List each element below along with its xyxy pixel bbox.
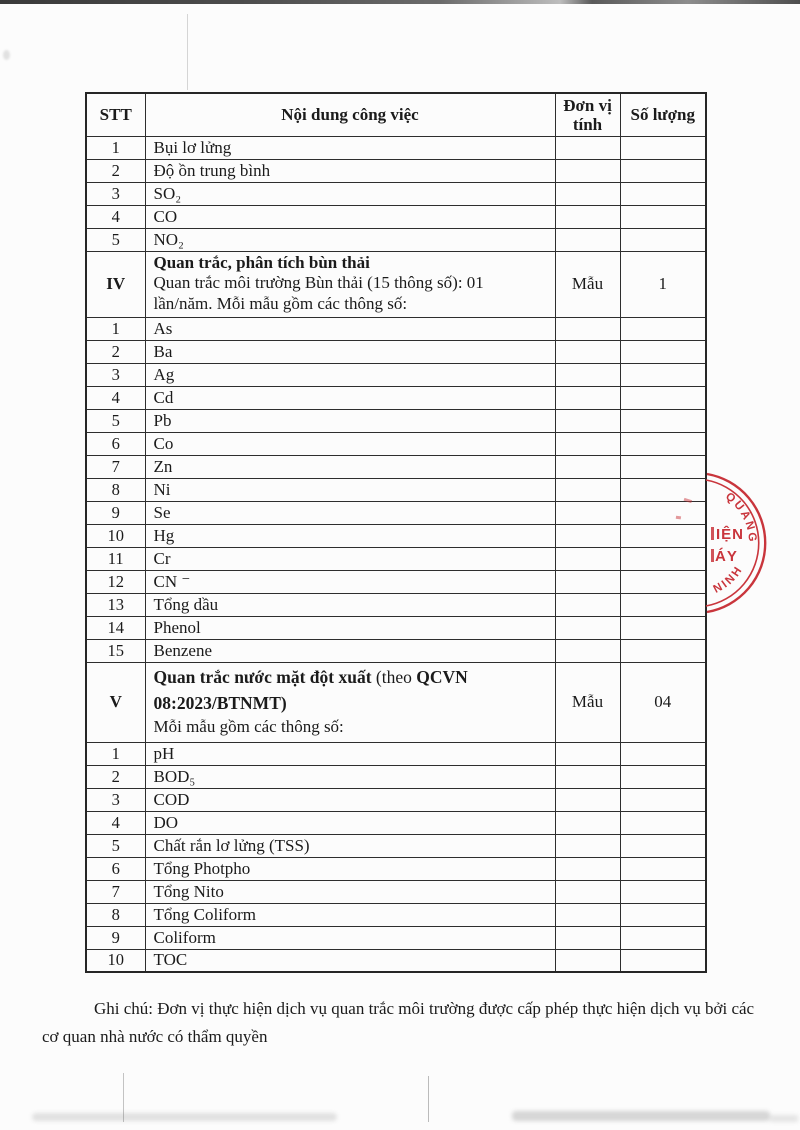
row-label: Hg bbox=[145, 524, 555, 547]
header-unit: Đơn vị tính bbox=[555, 93, 620, 136]
group-unit: Mẫu bbox=[555, 251, 620, 317]
scan-artifact-smudge bbox=[770, 1115, 798, 1122]
table-row bbox=[86, 765, 706, 788]
row-unit-cell bbox=[555, 455, 620, 478]
row-qty-cell bbox=[620, 363, 706, 386]
row-unit-cell bbox=[555, 811, 620, 834]
row-number: 1 bbox=[86, 742, 145, 765]
row-number: 11 bbox=[86, 547, 145, 570]
row-number: 12 bbox=[86, 570, 145, 593]
row-number: 9 bbox=[86, 926, 145, 949]
table-row bbox=[86, 834, 706, 857]
group-title-bold: Quan trắc nước mặt đột xuất bbox=[153, 666, 376, 687]
row-qty-cell bbox=[620, 340, 706, 363]
group-description: Quan trắc môi trường Bùn thải (15 thông số): 01 lần/năm. Mỗi mẫu gồm các thông số: bbox=[153, 273, 484, 313]
row-number: 1 bbox=[86, 317, 145, 340]
row-label: TOC bbox=[145, 949, 555, 972]
row-label: Bụi lơ lửng bbox=[145, 136, 555, 159]
row-number: 8 bbox=[86, 903, 145, 926]
row-number: 1 bbox=[86, 136, 145, 159]
row-number: 5 bbox=[86, 228, 145, 251]
row-label: Chất rắn lơ lửng (TSS) bbox=[145, 834, 555, 857]
table-row bbox=[86, 903, 706, 926]
group-qty: 1 bbox=[620, 251, 706, 317]
scan-artifact-tick bbox=[123, 1073, 124, 1122]
row-label: Cr bbox=[145, 547, 555, 570]
row-label: Coliform bbox=[145, 926, 555, 949]
row-unit-cell bbox=[555, 478, 620, 501]
row-unit-cell bbox=[555, 317, 620, 340]
row-label: Benzene bbox=[145, 639, 555, 662]
row-unit-cell bbox=[555, 742, 620, 765]
table-body bbox=[86, 136, 706, 972]
row-label: Tổng Coliform bbox=[145, 903, 555, 926]
row-label: Phenol bbox=[145, 616, 555, 639]
row-qty-cell bbox=[620, 159, 706, 182]
group-content-cell bbox=[145, 662, 555, 742]
row-number: 6 bbox=[86, 857, 145, 880]
header-quantity: Số lượng bbox=[620, 93, 706, 136]
row-qty-cell bbox=[620, 788, 706, 811]
table-row bbox=[86, 386, 706, 409]
row-unit-cell bbox=[555, 205, 620, 228]
row-label: Se bbox=[145, 501, 555, 524]
row-label: Co bbox=[145, 432, 555, 455]
row-number: 8 bbox=[86, 478, 145, 501]
table-row bbox=[86, 570, 706, 593]
row-label: Ag bbox=[145, 363, 555, 386]
row-unit-cell bbox=[555, 765, 620, 788]
table-group-row bbox=[86, 662, 706, 742]
row-number: 7 bbox=[86, 880, 145, 903]
row-label: Độ ồn trung bình bbox=[145, 159, 555, 182]
group-title-bold: QCVN 08:2023/BTNMT) bbox=[153, 666, 468, 713]
row-unit-cell bbox=[555, 340, 620, 363]
table-row bbox=[86, 455, 706, 478]
scan-artifact-smudge bbox=[512, 1111, 770, 1121]
table-row bbox=[86, 501, 706, 524]
row-qty-cell bbox=[620, 857, 706, 880]
scan-artifact-speck bbox=[3, 50, 10, 60]
row-unit-cell bbox=[555, 159, 620, 182]
table-row bbox=[86, 340, 706, 363]
table-row bbox=[86, 639, 706, 662]
table-row bbox=[86, 182, 706, 205]
row-number: 5 bbox=[86, 409, 145, 432]
row-label: CO bbox=[145, 205, 555, 228]
row-unit-cell bbox=[555, 182, 620, 205]
row-qty-cell bbox=[620, 205, 706, 228]
row-unit-cell bbox=[555, 524, 620, 547]
scan-artifact-top-band bbox=[0, 0, 800, 4]
table-row bbox=[86, 478, 706, 501]
table-group-row bbox=[86, 251, 706, 317]
table-row bbox=[86, 136, 706, 159]
row-qty-cell bbox=[620, 765, 706, 788]
row-unit-cell bbox=[555, 926, 620, 949]
row-label: pH bbox=[145, 742, 555, 765]
group-description: Mỗi mẫu gồm các thông số: bbox=[153, 717, 344, 737]
row-number: 10 bbox=[86, 949, 145, 972]
table-row bbox=[86, 205, 706, 228]
row-number: 15 bbox=[86, 639, 145, 662]
row-label: SO₂ bbox=[145, 182, 555, 205]
row-qty-cell bbox=[620, 228, 706, 251]
row-label: CN ⁻ bbox=[145, 570, 555, 593]
row-unit-cell bbox=[555, 616, 620, 639]
scan-artifact-smudge bbox=[32, 1113, 337, 1121]
row-label: DO bbox=[145, 811, 555, 834]
table-row bbox=[86, 547, 706, 570]
row-label: Zn bbox=[145, 455, 555, 478]
header-content: Nội dung công việc bbox=[145, 93, 555, 136]
group-title bbox=[154, 664, 547, 717]
row-qty-cell bbox=[620, 409, 706, 432]
table-row bbox=[86, 159, 706, 182]
stamp-cut-letter-remnant bbox=[711, 549, 714, 562]
row-number: 2 bbox=[86, 765, 145, 788]
group-qty: 04 bbox=[620, 662, 706, 742]
table-row bbox=[86, 409, 706, 432]
row-number: 14 bbox=[86, 616, 145, 639]
row-number: 7 bbox=[86, 455, 145, 478]
table-row bbox=[86, 616, 706, 639]
stamp-curved-text-bottom: NINH bbox=[711, 563, 746, 596]
table-row bbox=[86, 857, 706, 880]
table-row bbox=[86, 317, 706, 340]
footnote-text: Ghi chú: Đơn vị thực hiện dịch vụ quan trắc môi trường được cấp phép thực hiện dịch vụ bởi các cơ quan nhà nước có thẩm quyền bbox=[42, 999, 755, 1046]
row-number: 2 bbox=[86, 340, 145, 363]
table-row bbox=[86, 432, 706, 455]
row-unit-cell bbox=[555, 593, 620, 616]
row-unit-cell bbox=[555, 432, 620, 455]
table-row bbox=[86, 880, 706, 903]
table-row bbox=[86, 593, 706, 616]
table-header-row bbox=[86, 93, 706, 136]
table-row bbox=[86, 811, 706, 834]
row-number: 10 bbox=[86, 524, 145, 547]
group-title bbox=[154, 253, 547, 274]
table-row bbox=[86, 363, 706, 386]
row-unit-cell bbox=[555, 834, 620, 857]
row-number: 3 bbox=[86, 363, 145, 386]
group-unit: Mẫu bbox=[555, 662, 620, 742]
row-unit-cell bbox=[555, 903, 620, 926]
row-qty-cell bbox=[620, 639, 706, 662]
row-qty-cell bbox=[620, 926, 706, 949]
row-qty-cell bbox=[620, 880, 706, 903]
row-number: 4 bbox=[86, 205, 145, 228]
row-label: Ba bbox=[145, 340, 555, 363]
row-unit-cell bbox=[555, 570, 620, 593]
row-qty-cell bbox=[620, 317, 706, 340]
table-row bbox=[86, 926, 706, 949]
row-qty-cell bbox=[620, 136, 706, 159]
table-row bbox=[86, 228, 706, 251]
header-stt: STT bbox=[86, 93, 145, 136]
row-number: 6 bbox=[86, 432, 145, 455]
row-label: Ni bbox=[145, 478, 555, 501]
row-number: 2 bbox=[86, 159, 145, 182]
row-label: Cd bbox=[145, 386, 555, 409]
red-seal-stamp bbox=[650, 450, 785, 635]
row-label: Pb bbox=[145, 409, 555, 432]
row-unit-cell bbox=[555, 788, 620, 811]
stamp-speck bbox=[676, 516, 681, 520]
row-unit-cell bbox=[555, 228, 620, 251]
stamp-text-line2: ÁY bbox=[715, 548, 738, 565]
row-qty-cell bbox=[620, 742, 706, 765]
row-qty-cell bbox=[620, 182, 706, 205]
table-row bbox=[86, 524, 706, 547]
row-number: 3 bbox=[86, 788, 145, 811]
row-number: 5 bbox=[86, 834, 145, 857]
row-unit-cell bbox=[555, 501, 620, 524]
stamp-text-line1: IỆN bbox=[716, 526, 745, 543]
stamp-speck bbox=[684, 498, 693, 503]
row-number: 13 bbox=[86, 593, 145, 616]
stamp-cut-letter-remnant bbox=[711, 527, 714, 540]
work-items-table bbox=[85, 92, 707, 973]
row-qty-cell bbox=[620, 386, 706, 409]
row-qty-cell bbox=[620, 949, 706, 972]
row-unit-cell bbox=[555, 136, 620, 159]
row-unit-cell bbox=[555, 409, 620, 432]
row-unit-cell bbox=[555, 880, 620, 903]
scan-artifact-tick bbox=[428, 1076, 429, 1122]
group-number: IV bbox=[86, 251, 145, 317]
row-number: 9 bbox=[86, 501, 145, 524]
row-qty-cell bbox=[620, 903, 706, 926]
table-row bbox=[86, 742, 706, 765]
row-unit-cell bbox=[555, 386, 620, 409]
row-unit-cell bbox=[555, 363, 620, 386]
group-content-cell bbox=[145, 251, 555, 317]
row-label: Tổng Photpho bbox=[145, 857, 555, 880]
row-unit-cell bbox=[555, 547, 620, 570]
row-label: COD bbox=[145, 788, 555, 811]
row-number: 4 bbox=[86, 811, 145, 834]
row-label: BOD₅ bbox=[145, 765, 555, 788]
row-qty-cell bbox=[620, 811, 706, 834]
row-label: Tổng Nito bbox=[145, 880, 555, 903]
table-row bbox=[86, 949, 706, 972]
group-title-bold: Quan trắc, phân tích bùn thải bbox=[153, 252, 370, 272]
row-number: 4 bbox=[86, 386, 145, 409]
stamp-curved-text-top: QUẢNG bbox=[723, 490, 759, 545]
row-label: NO₂ bbox=[145, 228, 555, 251]
row-unit-cell bbox=[555, 949, 620, 972]
row-unit-cell bbox=[555, 857, 620, 880]
row-qty-cell bbox=[620, 834, 706, 857]
group-number: V bbox=[86, 662, 145, 742]
row-label: Tổng dầu bbox=[145, 593, 555, 616]
table-row bbox=[86, 788, 706, 811]
row-label: As bbox=[145, 317, 555, 340]
group-title-regular: (theo bbox=[375, 666, 417, 687]
row-number: 3 bbox=[86, 182, 145, 205]
row-unit-cell bbox=[555, 639, 620, 662]
scan-artifact-vline bbox=[187, 14, 188, 90]
